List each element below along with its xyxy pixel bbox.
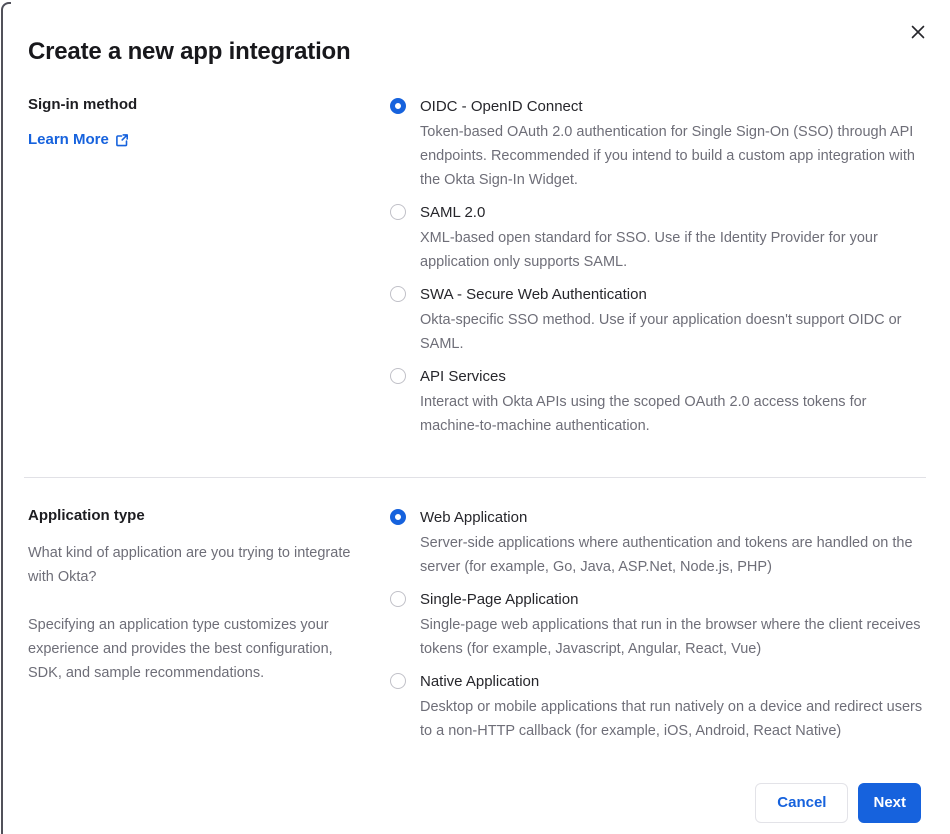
radio-option-text: [420, 202, 927, 274]
radio-option-label: Native Application: [420, 673, 540, 690]
radio-button-icon[interactable]: [390, 673, 406, 689]
radio-option[interactable]: [390, 589, 927, 661]
application-type-options: [390, 507, 927, 753]
external-link-icon: [115, 133, 129, 147]
learn-more-link[interactable]: [28, 131, 129, 148]
radio-option-description: Server-side applications where authentication and tokens are handled on the server (for example, Go, Java, ASP.Net, Node.js, PHP): [420, 535, 913, 575]
apptype-description-2: Specifying an application type customizes your experience and provides the best configuration, SDK, and sample recommendations.: [28, 617, 333, 681]
radio-option[interactable]: [390, 202, 927, 274]
radio-button-icon[interactable]: [390, 509, 406, 525]
radio-option-description: Okta-specific SSO method. Use if your application doesn't support OIDC or SAML.: [420, 312, 902, 352]
radio-option-description: Single-page web applications that run in the browser where the client receives tokens (for example, Javascript, Angular, React, Vue): [420, 617, 921, 657]
radio-option-text: [420, 366, 927, 438]
signin-method-section: [0, 96, 950, 448]
apptype-left-column: [28, 507, 362, 753]
signin-method-heading: Sign-in method: [28, 96, 138, 113]
radio-button-icon[interactable]: [390, 591, 406, 607]
radio-option[interactable]: [390, 507, 927, 579]
learn-more-label: Learn More: [28, 131, 109, 148]
application-type-heading: Application type: [28, 507, 145, 524]
section-divider: [24, 477, 926, 478]
signin-method-options: [390, 96, 927, 448]
radio-option[interactable]: [390, 284, 927, 356]
close-icon[interactable]: [906, 20, 930, 44]
radio-button-icon[interactable]: [390, 368, 406, 384]
radio-option[interactable]: [390, 96, 927, 192]
application-type-section: [0, 507, 950, 753]
page-title: Create a new app integration: [28, 38, 351, 65]
dialog-footer: [0, 753, 950, 823]
radio-option-text: [420, 284, 927, 356]
radio-option[interactable]: [390, 366, 927, 438]
radio-option-description: Desktop or mobile applications that run natively on a device and redirect users to a non-HTTP callback (for example, iOS, Android, React Native): [420, 699, 923, 739]
radio-option-label: SAML 2.0: [420, 204, 486, 221]
radio-option-text: [420, 589, 927, 661]
radio-option-label: SWA - Secure Web Authentication: [420, 286, 647, 303]
radio-option-label: API Services: [420, 368, 506, 385]
radio-option-description: XML-based open standard for SSO. Use if the Identity Provider for your application only supports SAML.: [420, 230, 878, 270]
radio-option-label: OIDC - OpenID Connect: [420, 98, 583, 115]
radio-option-text: [420, 96, 927, 192]
apptype-description-1: What kind of application are you trying to integrate with Okta?: [28, 545, 351, 585]
radio-button-icon[interactable]: [390, 98, 406, 114]
close-x-glyph: [911, 25, 925, 39]
cancel-button[interactable]: Cancel: [755, 783, 848, 823]
radio-option-text: [420, 671, 927, 743]
next-button[interactable]: Next: [858, 783, 921, 823]
radio-option-label: Single-Page Application: [420, 591, 579, 608]
radio-option-label: Web Application: [420, 509, 528, 526]
radio-option-description: Token-based OAuth 2.0 authentication for Single Sign-On (SSO) through API endpoints. Recommended if you intend to build a custom app integration with the Okta Sign-In Widget.: [420, 124, 915, 188]
radio-button-icon[interactable]: [390, 204, 406, 220]
signin-left-column: [28, 96, 362, 448]
radio-option-text: [420, 507, 927, 579]
radio-option[interactable]: [390, 671, 927, 743]
radio-option-description: Interact with Okta APIs using the scoped OAuth 2.0 access tokens for machine-to-machine authentication.: [420, 394, 867, 434]
radio-button-icon[interactable]: [390, 286, 406, 302]
